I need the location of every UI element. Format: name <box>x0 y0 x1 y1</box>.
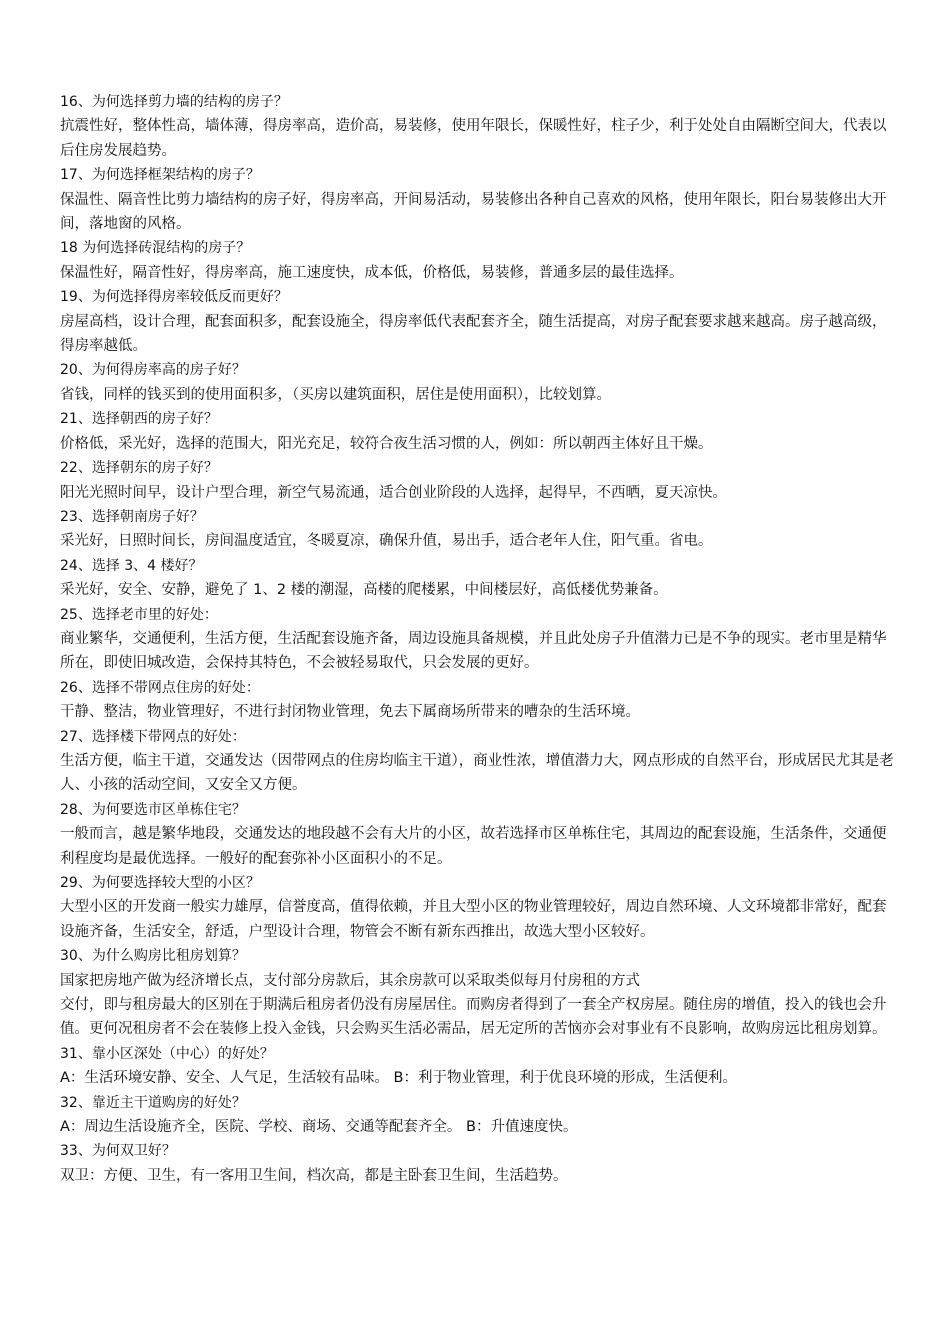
answer-31: A：生活环境安静、安全、人气足，生活较有品味。 B：利于物业管理，利于优良环境的形成，生活便利。 <box>60 1070 737 1087</box>
answer-30-part2: 交付，即与租房最大的区别在于期满后租房者仍没有房屋居住。而购房者得到了一套全产权房屋。随住房的增值，投入的钱也会升值。更何况租房者不会在装修上投入金钱，只会购买生活必需品，居无定所的苦恼亦会对事业有不良影响，故购房远比租房划算。 <box>60 997 887 1038</box>
question-19: 19、为何选择得房率较低反而更好？ <box>60 289 288 306</box>
question-27: 27、选择楼下带网点的好处： <box>60 728 246 745</box>
question-24: 24、选择 3、4 楼好？ <box>60 557 203 574</box>
answer-16: 抗震性好，整体性高，墙体薄，得房率高，造价高，易装修，使用年限长，保暖性好，柱子少，利于处处自由隔断空间大，代表以后住房发展趋势。 <box>60 118 887 159</box>
answer-30-part1: 国家把房地产做为经济增长点，支付部分房款后，其余房款可以采取类似每月付房租的方式 <box>60 972 640 989</box>
answer-22: 阳光光照时间早，设计户型合理，新空气易流通，适合创业阶段的人选择，起得早，不西晒，夏天凉快。 <box>60 484 727 501</box>
answer-25: 商业繁华，交通便利，生活方便，生活配套设施齐备，周边设施具备规模，并且此处房子升值潜力已是不争的现实。老市里是精华所在，即使旧城改造，会保持其特色，不会被轻易取代，只会发展的更好。 <box>60 630 887 672</box>
question-16: 16、为何选择剪力墙的结构的房子？ <box>60 94 288 110</box>
answer-24: 采光好，安全、安静，避免了 1、2 楼的潮湿，高楼的爬楼累，中间楼层好，高低楼优势兼备。 <box>60 582 668 599</box>
question-22: 22、选择朝东的房子好？ <box>60 460 218 477</box>
answer-28: 一般而言，越是繁华地段，交通发达的地段越不会有大片的小区，故若选择市区单栋住宅，其周边的配套设施，生活条件，交通便利程度均是最优选择。一般好的配套弥补小区面积小的不足。 <box>60 826 887 867</box>
answer-26: 干静、整洁，物业管理好，不进行封闭物业管理，免去下属商场所带来的嘈杂的生活环境。 <box>60 704 640 721</box>
answer-23: 采光好，日照时间长，房间温度适宜，冬暖夏凉，确保升值，易出手，适合老年人住，阳气重。省电。 <box>60 533 713 550</box>
answer-29: 大型小区的开发商一般实力雄厚，信誉度高，值得依赖，并且大型小区的物业管理较好，周边自然环境、人文环境都非常好，配套设施齐备，生活安全，舒适，户型设计合理，物管会不断有新东西推出，故选大型小区较好。 <box>60 899 887 940</box>
question-25: 25、选择老市里的好处： <box>60 606 218 623</box>
question-18: 18 为何选择砖混结构的房子？ <box>60 240 251 257</box>
question-33: 33、为何双卫好？ <box>60 1143 176 1160</box>
question-20: 20、为何得房率高的房子好？ <box>60 362 246 379</box>
answer-33: 双卫：方便、卫生，有一客用卫生间，档次高，都是主卧套卫生间，生活趋势。 <box>60 1167 568 1184</box>
answer-32: A：周边生活设施齐全，医院、学校、商场、交通等配套齐全。 B：升值速度快。 <box>60 1119 578 1136</box>
question-28: 28、为何要选市区单栋住宅？ <box>60 801 246 818</box>
question-23: 23、选择朝南房子好？ <box>60 508 204 525</box>
question-31: 31、靠小区深处（中心）的好处？ <box>60 1045 274 1062</box>
question-17: 17、为何选择框架结构的房子？ <box>60 167 260 184</box>
answer-18: 保温性好，隔音性好，得房率高，施工速度快，成本低，价格低，易装修，普通多层的最佳选择。 <box>60 264 684 281</box>
question-29: 29、为何要选择较大型的小区？ <box>60 875 260 891</box>
question-26: 26、选择不带网点住房的好处： <box>60 679 260 696</box>
answer-17: 保温性、隔音性比剪力墙结构的房子好，得房率高，开间易活动，易装修出各种自己喜欢的风格，使用年限长，阳台易装修出大开间，落地窗的风格。 <box>60 191 887 233</box>
answer-20: 省钱，同样的钱买到的使用面积多，（买房以建筑面积，居住是使用面积），比较划算。 <box>60 386 611 403</box>
answer-27: 生活方便，临主干道，交通发达（因带网点的住房均临主干道），商业性浓，增值潜力大，网点形成的自然平台，形成居民尤其是老人、小孩的活动空间，又安全又方便。 <box>60 752 894 794</box>
question-21: 21、选择朝西的房子好？ <box>60 411 218 428</box>
answer-19: 房屋高档，设计合理，配套面积多，配套设施全，得房率低代表配套齐全，随生活提高，对房子配套要求越来越高。房子越高级，得房率越低。 <box>60 313 887 355</box>
question-30: 30、为什么购房比租房划算？ <box>60 948 246 965</box>
question-32: 32、靠近主干道购房的好处？ <box>60 1094 246 1111</box>
answer-21: 价格低，采光好，选择的范围大，阳光充足，较符合夜生活习惯的人，例如：所以朝西主体好且干燥。 <box>60 435 713 452</box>
